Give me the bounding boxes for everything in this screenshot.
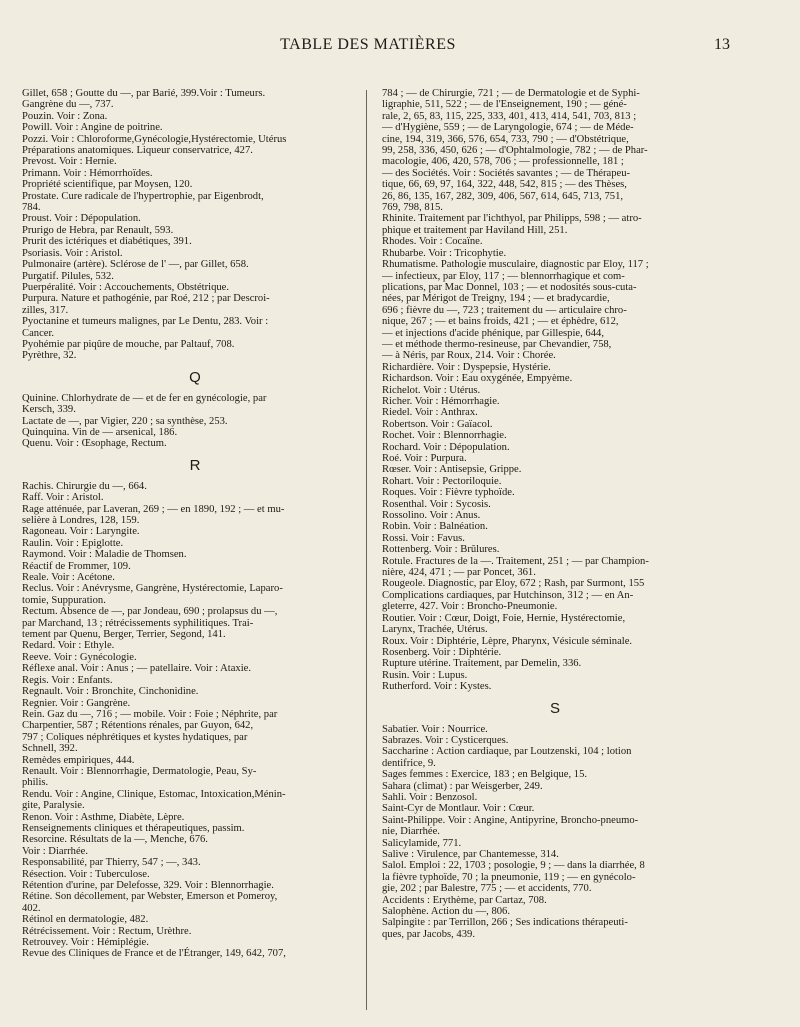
index-line: Revue des Cliniques de France et de l'Étranger, 149, 642, 707,: [22, 948, 286, 960]
index-line: Ragoneau. Voir : Laryngite.: [22, 526, 140, 538]
index-line: philis.: [22, 777, 49, 789]
index-line: Rochet. Voir : Blennorrhagie.: [382, 430, 507, 442]
index-line: macologie, 406, 420, 578, 706 ; — professionnelle, 181 ;: [382, 156, 624, 168]
index-line: Rougeole. Diagnostic, par Eloy, 672 ; Rash, par Surmont, 155: [382, 578, 645, 590]
index-line: tomie, Suppuration.: [22, 594, 106, 606]
index-line: Pulmonaire (artère). Sclérose de l' —, par Gillet, 658.: [22, 259, 249, 271]
index-line: Prurit des ictériques et diabétiques, 391.: [22, 236, 192, 248]
index-line: Remèdes empiriques, 444.: [22, 754, 135, 766]
index-line: Rectum. Absence de —, par Jondeau, 690 ; prolapsus du —,: [22, 606, 278, 618]
index-line: 769, 798, 815.: [382, 202, 443, 214]
index-line: Reeve. Voir : Gynécologie.: [22, 651, 137, 663]
index-line: Rétrécissement. Voir : Rectum, Urèthre.: [22, 925, 192, 937]
index-line: tique, 66, 69, 97, 164, 322, 448, 542, 815 ; — des Thèses,: [382, 179, 627, 191]
index-line: Rossi. Voir : Favus.: [382, 532, 465, 544]
running-title: TABLE DES MATIÈRES: [280, 36, 456, 53]
index-line: Richardière. Voir : Dyspepsie, Hystérie.: [382, 361, 551, 373]
index-line: selière à Londres, 128, 159.: [22, 515, 140, 526]
index-line: 784.: [22, 202, 41, 214]
index-line: Rusin. Voir : Lupus.: [382, 669, 468, 681]
index-line: Responsabilité, par Thierry, 547 ; —, 343.: [22, 857, 201, 869]
index-line: Renon. Voir : Asthme, Diabète, Lèpre.: [22, 811, 185, 823]
index-line: Salive : Virulence, par Chantemesse, 314.: [382, 849, 559, 860]
index-line: Renseignements cliniques et thérapeutiques, passim.: [22, 822, 245, 834]
index-line: Quenu. Voir : Œsophage, Rectum.: [22, 438, 167, 450]
index-line: Schnell, 392.: [22, 743, 78, 755]
index-line: rale, 2, 65, 83, 115, 225, 333, 401, 413, 414, 541, 703, 813 ;: [382, 110, 637, 122]
index-line: Réflexe anal. Voir : Anus ; — patellaire. Voir : Ataxie.: [22, 663, 251, 675]
index-line: Rœser. Voir : Antisepsie, Grippe.: [382, 464, 522, 476]
index-line: zilles, 317.: [22, 304, 69, 316]
index-line: Quinquina. Vin de — arsenical, 186.: [22, 426, 178, 438]
index-line: Rétinol en dermatologie, 482.: [22, 914, 149, 926]
index-line: — et méthode thermo-resineuse, par Chevandier, 758,: [382, 338, 612, 350]
index-line: Robin. Voir : Balnéation.: [382, 521, 488, 533]
index-line: Richelot. Voir : Utérus.: [382, 384, 481, 396]
index-line: Accidents : Erythème, par Cartaz, 708.: [382, 894, 547, 906]
index-line: par Marchand, 13 ; rétrécissements syphilitiques. Trai-: [22, 617, 254, 629]
index-line: Rutherford. Voir : Kystes.: [382, 681, 492, 693]
index-line: Regnier. Voir : Gangrène.: [22, 697, 131, 709]
letter-heading: S: [549, 699, 560, 717]
index-line: Rohart. Voir : Pectoriloquie.: [382, 475, 502, 487]
index-line: phique et traitement par Haviland Hill, 251.: [382, 224, 568, 236]
index-line: Rottenberg. Voir : Brûlures.: [382, 544, 500, 556]
page-number: 13: [714, 36, 730, 53]
index-line: Rachis. Chirurgie du —, 664.: [22, 480, 147, 492]
index-line: Pyoctanine et tumeurs malignes, par Le Dentu, 283. Voir :: [22, 316, 269, 328]
index-line: Proust. Voir : Dépopulation.: [22, 213, 141, 225]
index-line: Roux. Voir : Diphtérie, Lèpre, Pharynx, Vésicule séminale.: [382, 635, 633, 647]
index-line: plications, par Mac Donnel, 103 ; — et nodosités sous-cuta-: [382, 281, 637, 293]
index-line: — des Sociétés. Voir : Sociétés savantes ; — de Thérapeu-: [382, 167, 631, 179]
index-line: Saint-Cyr de Montlaur. Voir : Cœur.: [382, 803, 535, 815]
letter-heading: R: [189, 456, 201, 474]
index-line: Regis. Voir : Enfants.: [22, 674, 113, 686]
index-line: Rétention d'urine, par Delefosse, 329. Voir : Blennorrhagie.: [22, 880, 274, 891]
index-line: Raymond. Voir : Maladie de Thomsen.: [22, 549, 187, 561]
index-line: Richardson. Voir : Eau oxygénée, Empyème.: [382, 373, 573, 385]
index-line: Raulin. Voir : Epiglotte.: [22, 537, 124, 549]
index-line: nière, 424, 471 ; — par Poncet, 361.: [382, 567, 536, 579]
index-line: Cancer.: [22, 327, 55, 339]
index-line: — à Néris, par Roux, 214. Voir : Chorée.: [382, 350, 556, 362]
index-line: Charpentier, 587 ; Rétentions rénales, par Guyon, 642,: [22, 720, 254, 732]
index-line: tement par Quenu, Berger, Terrier, Segond, 141.: [22, 629, 226, 641]
index-line: 402.: [22, 902, 41, 914]
index-line: Rotule. Fractures de la —. Traitement, 251 ; — par Champion-: [382, 555, 649, 567]
index-line: la fièvre typhoïde, 70 ; la pneumonie, 119 ; — en gynécolo-: [382, 871, 636, 883]
index-line: Salophène. Action du —, 806.: [382, 906, 510, 918]
index-line: Rendu. Voir : Angine, Clinique, Estomac, Intoxication,Ménin-: [22, 788, 286, 800]
index-line: 696 ; fièvre du —, 723 ; traitement du — articulaire chro-: [382, 304, 627, 316]
index-line: Reale. Voir : Acétone.: [22, 572, 115, 584]
index-line: Robertson. Voir : Gaïacol.: [382, 418, 493, 430]
index-line: Prostate. Cure radicale de l'hypertrophie, par Eigenbrodt,: [22, 190, 264, 202]
index-line: — d'Hygiène, 559 ; — de Laryngologie, 674 ; — de Méde-: [382, 122, 634, 134]
left-column: [22, 88, 368, 960]
index-line: — et injections d'acide phénique, par Gillespie, 644,: [382, 327, 604, 339]
index-line: nées, par Mérigot de Treigny, 194 ; — et bradycardie,: [382, 293, 610, 305]
index-line: gite, Paralysie.: [22, 800, 85, 812]
index-line: Routier. Voir : Cœur, Doigt, Foie, Hernie, Hystérectomie,: [382, 612, 626, 624]
index-line: Kersch, 339.: [22, 404, 76, 416]
index-line: Richer. Voir : Hémorrhagie.: [382, 395, 500, 407]
index-line: 784 ; — de Chirurgie, 721 ; — de Dermatologie et de Syphi-: [382, 88, 640, 99]
index-line: Pouzin. Voir : Zona.: [22, 110, 108, 122]
index-line: Sahara (climat) : par Weisgerber, 249.: [382, 780, 543, 792]
index-line: Primann. Voir : Hémorrhoïdes.: [22, 167, 153, 179]
index-line: gie, 202 ; par Balestre, 775 ; — et accidents, 770.: [382, 883, 592, 895]
index-line: Regnault. Voir : Bronchite, Cinchonidine.: [22, 686, 199, 698]
index-line: Rhinite. Traitement par l'ichthyol, par Philipps, 598 ; — atro-: [382, 213, 642, 225]
index-line: Redard. Voir : Ethyle.: [22, 640, 115, 652]
index-line: Propriété scientifique, par Moysen, 120.: [22, 179, 193, 191]
index-line: Rosenberg. Voir : Diphtérie.: [382, 646, 502, 658]
index-line: Prevost. Voir : Hernie.: [22, 156, 117, 168]
index-line: Rhubarbe. Voir : Tricophytie.: [382, 247, 507, 259]
index-line: Saccharine : Action cardiaque, par Loutzenski, 104 ; lotion: [382, 746, 632, 758]
index-line: 26, 86, 135, 167, 282, 309, 406, 567, 614, 645, 713, 751,: [382, 190, 624, 202]
index-line: Réactif de Frommer, 109.: [22, 560, 131, 572]
index-line: Rossolino. Voir : Anus.: [382, 510, 481, 522]
index-line: Saint-Philippe. Voir : Angine, Antipyrine, Broncho-pneumo-: [382, 814, 639, 826]
index-line: nie, Diarrhée.: [382, 826, 440, 838]
index-line: Pyrèthre, 32.: [22, 350, 77, 362]
index-line: Riedel. Voir : Anthrax.: [382, 407, 478, 419]
index-line: Prurigo de Hebra, par Renault, 593.: [22, 224, 174, 236]
index-line: Renault. Voir : Blennorrhagie, Dermatologie, Peau, Sy-: [22, 765, 257, 777]
index-line: Rétine. Son décollement, par Webster, Emerson et Pomeroy,: [22, 891, 278, 903]
index-line: Gillet, 658 ; Goutte du —, par Barié, 399.Voir : Tumeurs.: [22, 88, 266, 99]
index-line: Rupture utérine. Traitement, par Demelin, 336.: [382, 658, 582, 670]
index-line: nique, 267 ; — et bains froids, 421 ; — et éphèdre, 612,: [382, 316, 619, 328]
index-line: Roques. Voir : Fièvre typhoïde.: [382, 487, 515, 499]
letter-heading: Q: [189, 368, 201, 386]
index-line: Raff. Voir : Aristol.: [22, 492, 104, 504]
index-line: Résection. Voir : Tuberculose.: [22, 868, 150, 880]
index-line: — infectieux, par Eloy, 117 ; — blennorrhagique et com-: [382, 270, 625, 282]
index-line: dentifrice, 9.: [382, 757, 436, 769]
index-line: Lactate de —, par Vigier, 220 ; sa synthèse, 253.: [22, 415, 228, 427]
index-line: Gangrène du —, 737.: [22, 99, 114, 111]
index-line: gleterre, 427. Voir : Broncho-Pneumonie.: [382, 601, 558, 613]
index-line: Salicylamide, 771.: [382, 837, 462, 849]
index-line: Pozzi. Voir : Chloroforme,Gynécologie,Hystérectomie, Utérus: [22, 133, 287, 145]
index-line: 99, 258, 336, 450, 626 ; — d'Ophtalmologie, 782 ; — de Phar-: [382, 145, 648, 157]
index-line: ligraphie, 511, 522 ; — de l'Enseignement, 190 ; — géné-: [382, 99, 627, 111]
index-line: Quinine. Chlorhydrate de — et de fer en gynécologie, par: [22, 392, 267, 404]
index-line: 797 ; Coliques néphrétiques et kystes hydatiques, par: [22, 731, 248, 743]
index-line: Rochard. Voir : Dépopulation.: [382, 441, 510, 453]
index-line: Sabrazes. Voir : Cysticerques.: [382, 734, 509, 746]
index-line: Purpura. Nature et pathogénie, par Roé, 212 ; par Descroi-: [22, 293, 270, 305]
index-line: Sahli. Voir : Benzosol.: [382, 791, 478, 803]
index-line: Salpingite : par Terrillon, 266 ; Ses indications thérapeuti-: [382, 917, 628, 929]
index-line: Purgatif. Pilules, 532.: [22, 270, 114, 282]
index-line: Psoriasis. Voir : Aristol.: [22, 247, 123, 259]
index-line: Voir : Diarrhée.: [22, 845, 88, 857]
index-line: Powill. Voir : Angine de poitrine.: [22, 122, 163, 134]
index-line: Sages femmes : Exercice, 183 ; en Belgique, 15.: [382, 769, 588, 781]
index-line: Rosenthal. Voir : Sycosis.: [382, 498, 491, 510]
index-line: Préparations anatomiques. Liqueur conservatrice, 427.: [22, 145, 253, 157]
index-line: Retrouvey. Voir : Hémiplégie.: [22, 937, 149, 949]
index-line: Larynx, Trachée, Utérus.: [382, 624, 488, 636]
right-column: [382, 88, 728, 940]
index-line: Roé. Voir : Purpura.: [382, 453, 467, 464]
index-line: Rhodes. Voir : Cocaïne.: [382, 236, 483, 248]
index-line: Reclus. Voir : Anévrysme, Gangrène, Hystérectomie, Laparo-: [22, 583, 283, 595]
index-line: Rage atténuée, par Laveran, 269 ; — en 1890, 192 ; — et mu-: [22, 503, 285, 515]
index-line: Resorcine. Résultats de la —, Menche, 676.: [22, 834, 208, 846]
index-line: Puerpéralité. Voir : Accouchements, Obstétrique.: [22, 281, 230, 293]
index-line: Complications cardiaques, par Hutchinson, 312 ; — en An-: [382, 589, 634, 601]
index-line: Pyohémie par piqûre de mouche, par Paltauf, 708.: [22, 338, 235, 350]
index-line: Rein. Gaz du —, 716 ; — mobile. Voir : Foie ; Néphrite, par: [22, 708, 278, 720]
index-line: Sabatier. Voir : Nourrice.: [382, 723, 488, 735]
index-line: cine, 194, 319, 366, 576, 654, 733, 790 ; — d'Obstétrique,: [382, 133, 629, 145]
index-line: ques, par Jacobs, 439.: [382, 928, 475, 940]
page-header: [22, 36, 730, 58]
index-line: Rhumatisme. Pathologie musculaire, diagnostic par Eloy, 117 ;: [382, 259, 649, 271]
index-line: Salol. Emploi : 22, 1703 ; posologie, 9 ; — dans la diarrhée, 8: [382, 860, 645, 872]
